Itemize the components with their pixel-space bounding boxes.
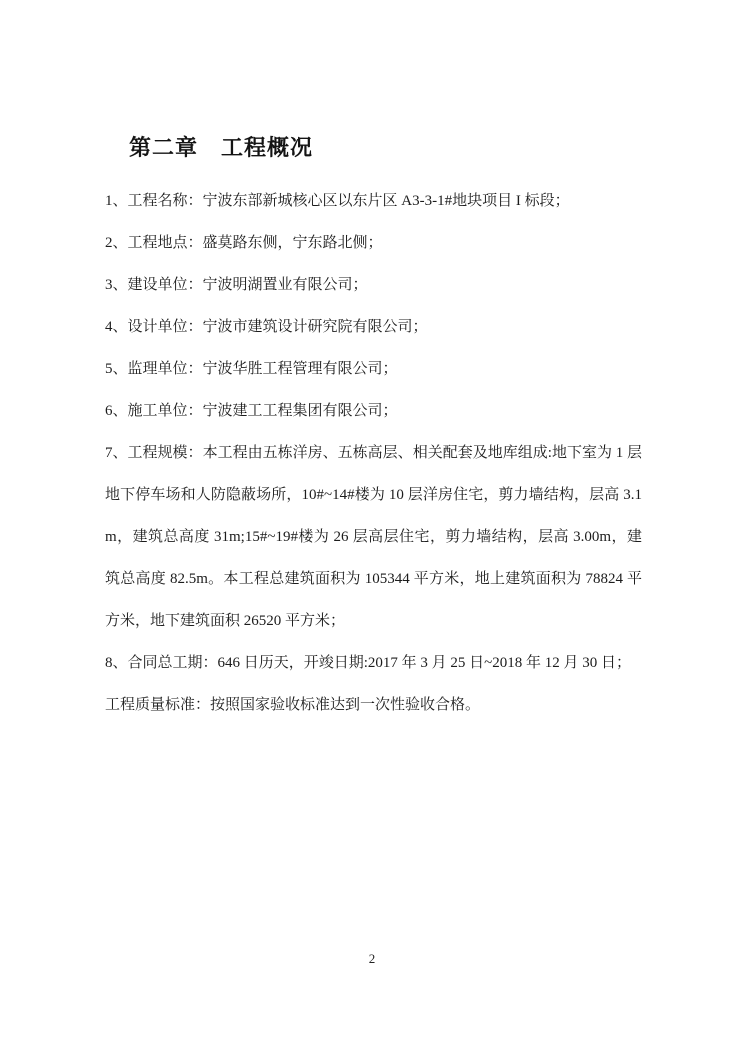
document-body — [105, 180, 642, 726]
paragraph-contract-duration: 8、合同总工期：646 日历天，开竣日期:2017 年 3 月 25 日~2018 年 12 月 30 日； — [105, 655, 632, 671]
paragraph-project-name: 1、工程名称：宁波东部新城核心区以东片区 A3-3-1#地块项目 I 标段； — [105, 193, 570, 209]
paragraph-quality-standard: 工程质量标准：按照国家验收标准达到一次性验收合格。 — [105, 697, 481, 713]
paragraph-project-scale: 7、工程规模：本工程由五栋洋房、五栋高层、相关配套及地库组成:地下室为 1 层地下停车场和人防隐蔽场所，10#~14#楼为 10 层洋房住宅，剪力墙结构，层高 3.1m，建筑总高度 31m;15#~19#楼为 26 层高层住宅，剪力墙结构，层高 3.00m，建筑总高度 82.5m。本工程总建筑面积为 105344 平方米，地上建筑面积为 78824 平方米，地下建筑面积 26520 平方米； — [105, 445, 642, 629]
paragraph-project-location: 2、工程地点：盛莫路东侧，宁东路北侧； — [105, 235, 383, 251]
page-number: 2 — [368, 951, 376, 966]
paragraph-construction-unit: 3、建设单位：宁波明湖置业有限公司； — [105, 277, 368, 293]
chapter-title: 第二章 工程概况 — [129, 135, 314, 160]
paragraph-design-unit: 4、设计单位：宁波市建筑设计研究院有限公司； — [105, 319, 428, 335]
paragraph-supervision-unit: 5、监理单位：宁波华胜工程管理有限公司； — [105, 361, 398, 377]
paragraph-contractor-unit: 6、施工单位：宁波建工工程集团有限公司； — [105, 403, 398, 419]
